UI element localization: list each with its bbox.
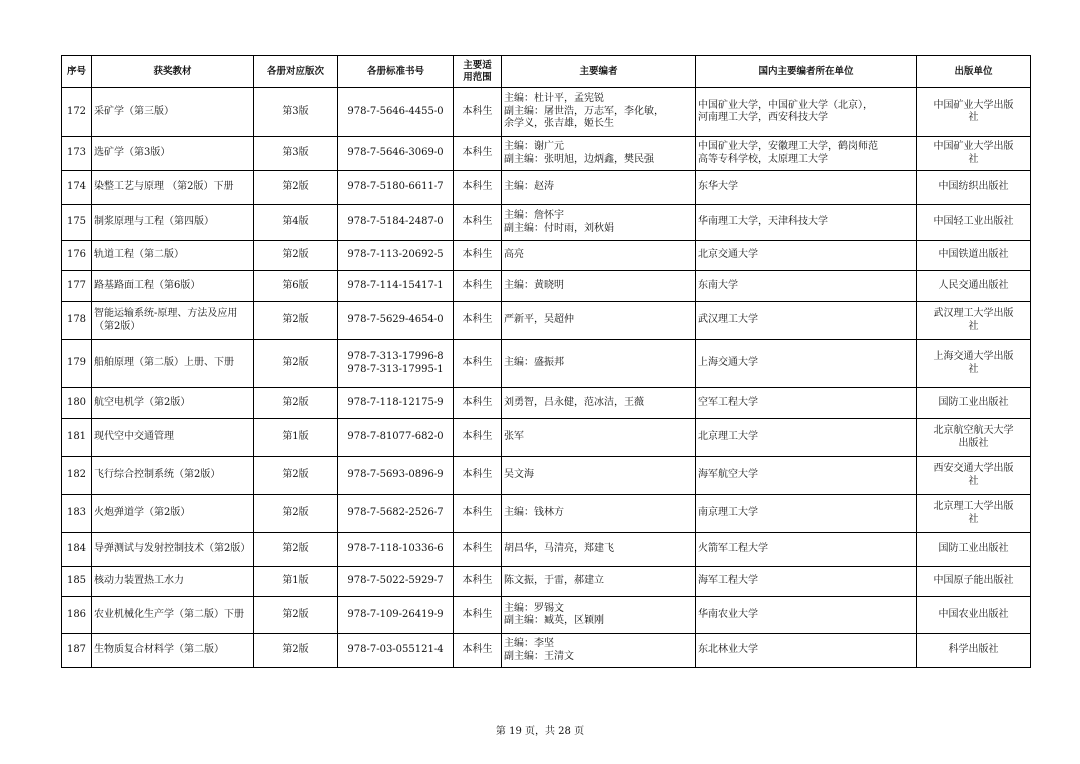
row-edition: 第2版 (254, 241, 338, 271)
row-isbn-line: 978-7-114-15417-1 (347, 279, 444, 291)
row-scope: 本科生 (454, 419, 502, 457)
table-row (62, 271, 1031, 302)
table-row (62, 567, 1031, 597)
row-editors-line: 主编：詹怀宇 (504, 210, 564, 221)
row-edition: 第2版 (254, 634, 338, 668)
row-editors-line: 主编：谢广元 (504, 141, 564, 152)
table-row (62, 597, 1031, 634)
row-isbn-line: 978-7-5022-5929-7 (347, 575, 444, 587)
table-row (62, 533, 1031, 567)
row-editors-line: 副主编：臧英，区颖刚 (504, 615, 604, 626)
row-publisher (917, 419, 1031, 457)
header-edition: 各册对应版次 (254, 56, 338, 88)
row-isbn (338, 634, 454, 668)
row-title: 路基路面工程（第6版） (92, 271, 254, 302)
row-isbn-line: 978-7-5184-2487-0 (347, 216, 444, 228)
header-publisher: 出版单位 (917, 56, 1031, 88)
row-isbn-line: 978-7-81077-682-0 (347, 431, 444, 443)
row-scope: 本科生 (454, 567, 502, 597)
row-publisher (917, 302, 1031, 340)
row-editors-line: 余学义，张吉雄，姬长生 (504, 118, 614, 130)
table-body (62, 88, 1031, 668)
row-isbn (338, 88, 454, 137)
row-units (696, 271, 917, 302)
row-publisher (917, 241, 1031, 271)
row-number: 178 (62, 302, 92, 340)
row-units-line: 中国矿业大学，安徽理工大学，鹤岗师范 (698, 141, 878, 152)
row-publisher-line: 上海交通大学出版 (933, 351, 1014, 362)
row-editors (502, 597, 696, 634)
row-number: 173 (62, 137, 92, 171)
table-row (62, 634, 1031, 668)
row-title: 智能运输系统-原理、方法及应用（第2版） (92, 302, 254, 340)
row-scope: 本科生 (454, 340, 502, 388)
row-publisher (917, 597, 1031, 634)
row-units-line: 东北林业大学 (698, 644, 758, 656)
row-publisher (917, 171, 1031, 205)
row-editors (502, 302, 696, 340)
row-editors (502, 241, 696, 271)
row-isbn-line: 978-7-03-055121-4 (347, 644, 444, 656)
row-editors-line: 副主编：张明旭，边炳鑫，樊民强 (504, 153, 654, 165)
row-isbn (338, 205, 454, 241)
row-title: 火炮弹道学（第2版） (92, 495, 254, 533)
row-number: 185 (62, 567, 92, 597)
row-editors-line: 陈文振，于雷，郝建立 (504, 575, 604, 587)
row-editors (502, 388, 696, 419)
row-editors (502, 495, 696, 533)
row-scope: 本科生 (454, 88, 502, 137)
row-edition: 第2版 (254, 457, 338, 495)
header-units: 国内主要编者所在单位 (696, 56, 917, 88)
row-title: 轨道工程（第二版） (92, 241, 254, 271)
row-publisher (917, 271, 1031, 302)
table-row (62, 340, 1031, 388)
row-publisher-line: 社 (968, 513, 979, 525)
table-row (62, 388, 1031, 419)
row-publisher (917, 205, 1031, 241)
header-isbn: 各册标准书号 (338, 56, 454, 88)
row-scope: 本科生 (454, 634, 502, 668)
row-units (696, 533, 917, 567)
row-title: 制浆原理与工程（第四版） (92, 205, 254, 241)
row-units-line: 上海交通大学 (698, 357, 758, 369)
row-isbn (338, 241, 454, 271)
row-units-line: 中国矿业大学，中国矿业大学（北京）， (698, 99, 873, 111)
row-number: 181 (62, 419, 92, 457)
row-units (696, 88, 917, 137)
row-publisher-line: 社 (968, 320, 979, 332)
table-row (62, 495, 1031, 533)
row-units (696, 171, 917, 205)
row-editors (502, 340, 696, 388)
row-edition: 第2版 (254, 171, 338, 205)
row-number: 180 (62, 388, 92, 419)
row-scope: 本科生 (454, 137, 502, 171)
row-units-line: 海军工程大学 (698, 575, 758, 587)
row-editors-line: 主编：罗锡文 (504, 602, 564, 614)
row-editors-line: 主编：赵涛 (504, 181, 554, 193)
row-isbn-line: 978-7-109-26419-9 (347, 608, 444, 620)
row-isbn (338, 495, 454, 533)
page-footer: 第 19 页，共 28 页 (495, 726, 585, 737)
row-number: 182 (62, 457, 92, 495)
row-edition: 第2版 (254, 597, 338, 634)
row-isbn (338, 457, 454, 495)
row-edition: 第3版 (254, 137, 338, 171)
row-number: 176 (62, 241, 92, 271)
row-publisher-line: 社 (968, 363, 979, 375)
row-isbn-line: 978-7-313-17995-1 (347, 363, 444, 375)
row-publisher-line: 中国纺织出版社 (938, 181, 1009, 193)
row-publisher (917, 137, 1031, 171)
row-editors-line: 副主编：王清文 (504, 650, 574, 662)
header-scope: 主要适用范围 (454, 56, 502, 88)
row-number: 183 (62, 495, 92, 533)
row-editors (502, 271, 696, 302)
row-number: 172 (62, 88, 92, 137)
row-publisher-line: 出版社 (958, 437, 989, 449)
table-row (62, 171, 1031, 205)
row-edition: 第2版 (254, 388, 338, 419)
row-edition: 第3版 (254, 88, 338, 137)
row-scope: 本科生 (454, 388, 502, 419)
row-publisher-line: 中国轻工业出版社 (933, 216, 1014, 228)
row-editors-line: 严新平，吴超仲 (504, 314, 574, 326)
row-publisher-line: 社 (968, 153, 979, 165)
row-publisher-line: 中国矿业大学出版 (933, 99, 1014, 111)
row-units (696, 457, 917, 495)
table-row (62, 419, 1031, 457)
row-isbn-line: 978-7-5693-0896-9 (347, 469, 444, 481)
awards-table (61, 55, 1031, 668)
row-number: 187 (62, 634, 92, 668)
row-editors (502, 171, 696, 205)
row-isbn-line: 978-7-5646-4455-0 (347, 105, 444, 117)
row-units-line: 华南理工大学，天津科技大学 (698, 216, 828, 228)
row-edition: 第1版 (254, 419, 338, 457)
row-units-line: 高等专科学校，太原理工大学 (698, 153, 828, 165)
row-number: 186 (62, 597, 92, 634)
table-row (62, 457, 1031, 495)
row-units-line: 东华大学 (698, 181, 738, 193)
row-editors-line: 胡昌华，马清亮，郑建飞 (504, 543, 614, 555)
row-editors-line: 主编：李坚 (504, 638, 554, 649)
row-isbn (338, 567, 454, 597)
row-publisher-line: 中国矿业大学出版 (933, 141, 1014, 152)
row-title: 核动力装置热工水力 (92, 567, 254, 597)
row-editors-line: 吴文海 (504, 469, 534, 481)
row-editors (502, 533, 696, 567)
row-publisher-line: 科学出版社 (948, 644, 999, 656)
row-units (696, 340, 917, 388)
row-publisher-line: 中国铁道出版社 (938, 249, 1009, 261)
row-publisher (917, 533, 1031, 567)
row-units-line: 海军航空大学 (698, 469, 758, 481)
row-isbn (338, 419, 454, 457)
row-isbn (338, 533, 454, 567)
row-units-line: 华南农业大学 (698, 608, 758, 620)
row-isbn-line: 978-7-313-17996-8 (347, 351, 444, 362)
row-units (696, 634, 917, 668)
row-editors-line: 主编：杜计平，孟宪锐 (504, 93, 604, 105)
row-scope: 本科生 (454, 457, 502, 495)
row-publisher-line: 北京理工大学出版 (933, 501, 1014, 512)
row-publisher-line: 社 (968, 112, 979, 123)
row-editors-line: 主编：盛振邦 (504, 357, 564, 369)
row-units (696, 495, 917, 533)
row-units-line: 北京理工大学 (698, 431, 758, 443)
row-scope: 本科生 (454, 302, 502, 340)
row-units (696, 241, 917, 271)
row-publisher-line: 中国原子能出版社 (933, 575, 1014, 587)
row-title: 选矿学（第3版） (92, 137, 254, 171)
row-title: 染整工艺与原理 （第2版）下册 (92, 171, 254, 205)
row-editors-line: 主编：黄晓明 (504, 279, 564, 291)
row-publisher (917, 88, 1031, 137)
row-isbn (338, 137, 454, 171)
row-scope: 本科生 (454, 205, 502, 241)
row-edition: 第2版 (254, 495, 338, 533)
row-units-line: 河南理工大学，西安科技大学 (698, 112, 828, 123)
row-isbn (338, 340, 454, 388)
row-units (696, 388, 917, 419)
row-publisher-line: 国防工业出版社 (938, 396, 1009, 408)
row-isbn (338, 302, 454, 340)
row-publisher (917, 495, 1031, 533)
row-editors (502, 419, 696, 457)
row-units (696, 419, 917, 457)
row-title: 导弹测试与发射控制技术（第2版） (92, 533, 254, 567)
row-editors (502, 457, 696, 495)
row-publisher (917, 634, 1031, 668)
row-isbn-line: 978-7-113-20692-5 (347, 249, 444, 261)
row-number: 175 (62, 205, 92, 241)
header-editors: 主要编者 (502, 56, 696, 88)
row-publisher-line: 国防工业出版社 (938, 543, 1009, 555)
row-publisher (917, 388, 1031, 419)
row-isbn-line: 978-7-5180-6611-7 (347, 181, 444, 193)
row-editors (502, 634, 696, 668)
row-title: 船舶原理（第二版）上册、下册 (92, 340, 254, 388)
row-edition: 第2版 (254, 533, 338, 567)
row-edition: 第6版 (254, 271, 338, 302)
row-isbn (338, 388, 454, 419)
row-editors (502, 205, 696, 241)
row-isbn-line: 978-7-118-12175-9 (347, 396, 444, 408)
row-scope: 本科生 (454, 171, 502, 205)
row-scope: 本科生 (454, 495, 502, 533)
table-row (62, 302, 1031, 340)
header-no: 序号 (62, 56, 92, 88)
row-edition: 第1版 (254, 567, 338, 597)
row-scope: 本科生 (454, 533, 502, 567)
table-row (62, 137, 1031, 171)
row-editors-line: 张军 (504, 431, 524, 443)
row-isbn-line: 978-7-5629-4654-0 (347, 314, 444, 326)
table-row (62, 205, 1031, 241)
row-edition: 第2版 (254, 340, 338, 388)
table-row (62, 88, 1031, 137)
row-units-line: 北京交通大学 (698, 249, 758, 261)
row-title: 生物质复合材料学（第二版） (92, 634, 254, 668)
row-isbn (338, 271, 454, 302)
row-units-line: 武汉理工大学 (698, 314, 758, 326)
row-scope: 本科生 (454, 241, 502, 271)
row-editors-line: 主编：钱林方 (504, 507, 564, 519)
row-publisher-line: 人民交通出版社 (938, 279, 1009, 291)
row-units (696, 567, 917, 597)
row-edition: 第4版 (254, 205, 338, 241)
table-row (62, 241, 1031, 271)
row-title: 飞行综合控制系统（第2版） (92, 457, 254, 495)
row-publisher-line: 中国农业出版社 (938, 608, 1009, 620)
row-isbn-line: 978-7-118-10336-6 (347, 543, 444, 555)
row-editors (502, 137, 696, 171)
row-scope: 本科生 (454, 271, 502, 302)
row-edition: 第2版 (254, 302, 338, 340)
row-number: 174 (62, 171, 92, 205)
row-units (696, 205, 917, 241)
row-units-line: 东南大学 (698, 279, 738, 291)
row-number: 179 (62, 340, 92, 388)
row-editors-line: 高亮 (504, 249, 524, 261)
row-isbn-line: 978-7-5682-2526-7 (347, 507, 444, 519)
row-units-line: 火箭军工程大学 (698, 543, 768, 555)
row-editors-line: 副主编：付时雨，刘秋娟 (504, 222, 614, 234)
row-publisher (917, 457, 1031, 495)
row-editors-line: 副主编：屠世浩，万志军，李化敏， (504, 105, 664, 117)
row-number: 177 (62, 271, 92, 302)
header-title: 获奖教材 (92, 56, 254, 88)
row-title: 农业机械化生产学（第二版）下册 (92, 597, 254, 634)
row-units (696, 137, 917, 171)
row-publisher-line: 西安交通大学出版 (933, 463, 1014, 474)
row-editors (502, 88, 696, 137)
row-title: 采矿学（第三版） (92, 88, 254, 137)
row-scope: 本科生 (454, 597, 502, 634)
row-editors-line: 刘勇智，吕永健，范冰洁，王薇 (504, 396, 644, 408)
row-title: 现代空中交通管理 (92, 419, 254, 457)
row-number: 184 (62, 533, 92, 567)
header-row (62, 56, 1031, 88)
row-isbn (338, 597, 454, 634)
row-units-line: 空军工程大学 (698, 396, 758, 408)
row-units (696, 302, 917, 340)
row-editors (502, 567, 696, 597)
row-publisher-line: 北京航空航天大学 (933, 425, 1014, 436)
row-isbn-line: 978-7-5646-3069-0 (347, 147, 444, 159)
row-publisher (917, 567, 1031, 597)
row-publisher (917, 340, 1031, 388)
row-units-line: 南京理工大学 (698, 507, 758, 519)
row-title: 航空电机学（第2版） (92, 388, 254, 419)
row-publisher-line: 社 (968, 475, 979, 487)
row-isbn (338, 171, 454, 205)
row-publisher-line: 武汉理工大学出版 (933, 308, 1014, 319)
row-units (696, 597, 917, 634)
